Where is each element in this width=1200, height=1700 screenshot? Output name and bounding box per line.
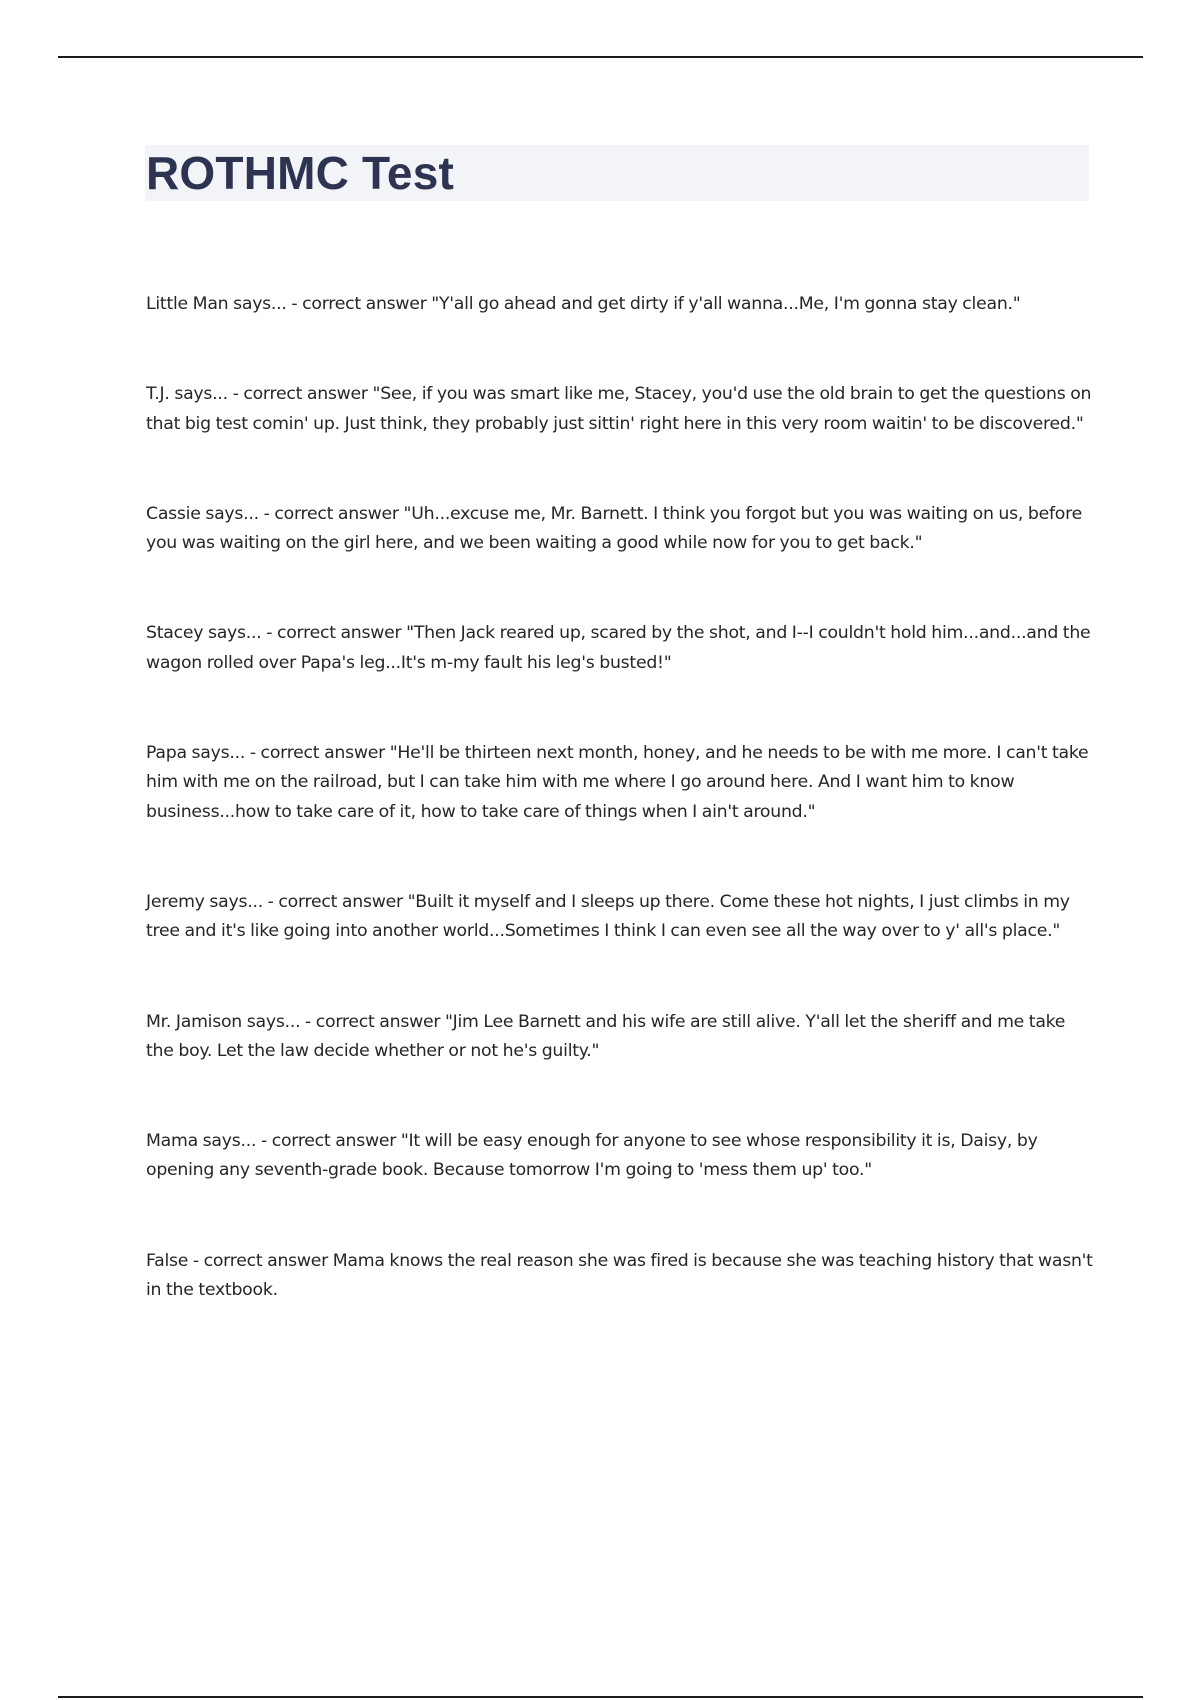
qa-item-stacey: Stacey says... - correct answer "Then Jack reared up, scared by the shot, and I--I couldn't hold him...and...and the wagon rolled over Papa's leg...It's m-my fault his leg's busted!" bbox=[146, 623, 1091, 673]
qa-item-mama: Mama says... - correct answer "It will be easy enough for anyone to see whose responsibility it is, Daisy, by opening any seventh-grade book. Because tomorrow I'm going to 'mess them up' too." bbox=[146, 1131, 1038, 1181]
top-divider bbox=[58, 56, 1143, 58]
qa-item-little-man: Little Man says... - correct answer "Y'all go ahead and get dirty if y'all wanna...Me, I'm gonna stay clean." bbox=[146, 294, 1021, 314]
bottom-divider bbox=[58, 1696, 1143, 1698]
qa-item-jeremy: Jeremy says... - correct answer "Built it myself and I sleeps up there. Come these hot nights, I just climbs in my tree and it's like going into another world...Sometimes I think I can even see all the way over to y' all's place." bbox=[146, 891, 1070, 942]
qa-item-papa: Papa says... - correct answer "He'll be thirteen next month, honey, and he needs to be with me more. I can't take him with me on the railroad, but I can take him with me where I go around here. And I want him to know business...how to take care of it, how to take care of things when I ain't around." bbox=[146, 743, 1089, 822]
qa-item-false: False - correct answer Mama knows the real reason she was fired is because she was teaching history that wasn't in the textbook. bbox=[146, 1250, 1093, 1301]
qa-item-tj: T.J. says... - correct answer "See, if you was smart like me, Stacey, you'd use the old brain to get the questions on that big test comin' up. Just think, they probably just sittin' right here in this very room waitin' to be discovered." bbox=[146, 384, 1092, 434]
qa-list bbox=[146, 290, 1096, 1366]
qa-item-mr-jamison: Mr. Jamison says... - correct answer "Jim Lee Barnett and his wife are still alive. Y'all let the sheriff and me take the boy. Let the law decide whether or not he's guilty." bbox=[146, 1011, 1066, 1061]
qa-item-cassie: Cassie says... - correct answer "Uh...excuse me, Mr. Barnett. I think you forgot but you was waiting on us, before you was waiting on the girl here, and we been waiting a good while now for you to get back." bbox=[146, 503, 1082, 554]
page-title: ROTHMC Test bbox=[146, 147, 455, 199]
